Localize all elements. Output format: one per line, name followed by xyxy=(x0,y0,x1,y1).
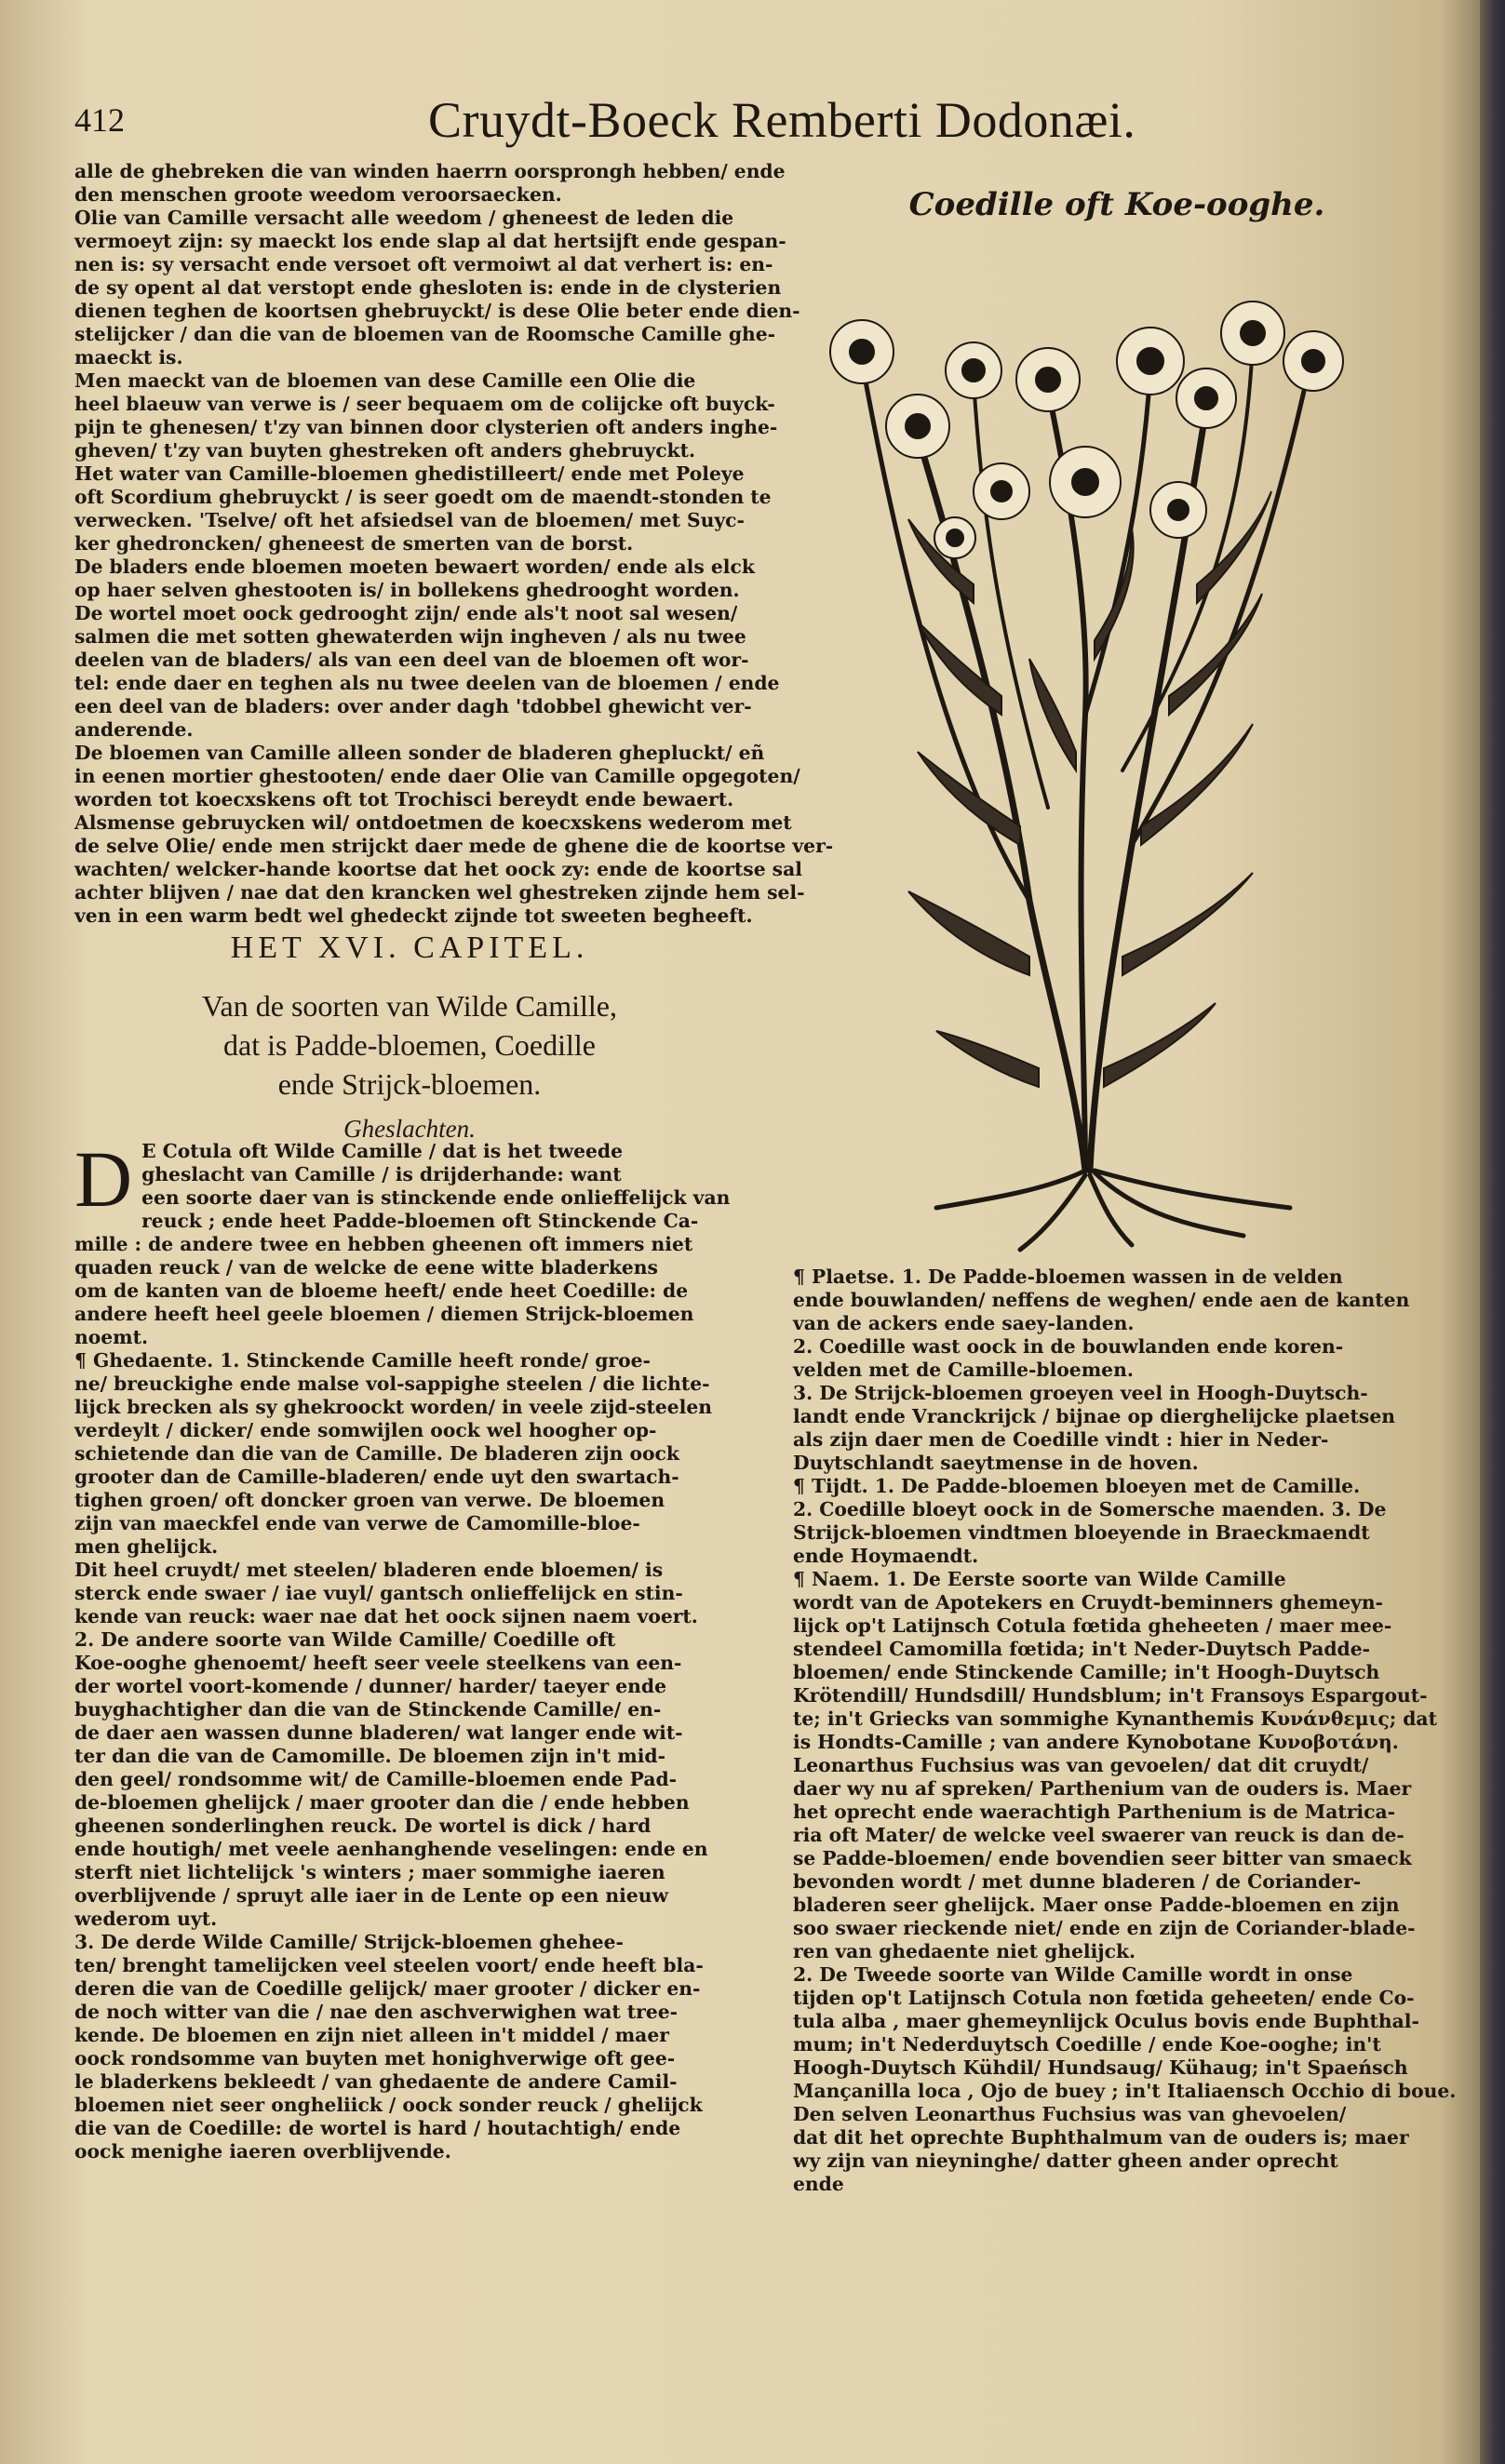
text-line: bladeren seer ghelijck. Maer onse Padde-bloemen en zijn xyxy=(793,1894,1400,1916)
chapter-subtitle xyxy=(74,986,745,1104)
text-line: als zijn daer men de Coedille vindt : hier in Neder- xyxy=(793,1428,1329,1451)
text-line: Koe-ooghe ghenoemt/ heeft seer veele steelkens van een- xyxy=(74,1652,682,1674)
text-line: daer wy nu af spreken/ Parthenium van de ouders is. Maer xyxy=(793,1777,1412,1800)
text-line: lijck op't Latijnsch Cotula fœtida gheheeten / maer mee- xyxy=(793,1614,1392,1637)
text-line: ¶ Plaetse. 1. De Padde-bloemen wassen in de velden xyxy=(793,1265,1343,1288)
drop-cap: D xyxy=(74,1134,133,1224)
text-line: Dit heel cruydt/ met steelen/ bladeren ende bloemen/ is xyxy=(74,1559,664,1581)
left-column-top-text xyxy=(74,160,834,928)
text-line: de-bloemen ghelijck / maer grooter dan die / ende hebben xyxy=(74,1791,690,1814)
text-line: alle de ghebreken die van winden haerrn oorsprongh hebben/ ende xyxy=(74,160,786,182)
text-line: den geel/ rondsomme wit/ de Camille-bloemen ende Pad- xyxy=(74,1768,678,1790)
chamomile-plant-woodcut xyxy=(806,249,1364,1254)
text-line: tighen groen/ oft doncker groen van verwe. De bloemen xyxy=(74,1489,665,1511)
text-line: se Padde-bloemen/ ende bovendien seer bitter van smaeck xyxy=(793,1847,1412,1869)
text-line: deren die van de Coedille gelijck/ maer grooter / dicker en- xyxy=(74,1977,701,2000)
text-line: 2. Coedille wast oock in de bouwlanden ende koren- xyxy=(793,1335,1344,1358)
text-line: Duytschlandt saeytmense in de hoven. xyxy=(793,1452,1199,1474)
text-line: wordt van de Apotekers en Cruydt-beminners ghemeyn- xyxy=(793,1591,1383,1614)
text-line: Hoogh-Duytsch Kühdil/ Hundsaug/ Kühaug; in't Spaeńsch xyxy=(793,2056,1408,2079)
text-line: maeckt is. xyxy=(74,346,183,368)
text-line: die van de Coedille: de wortel is hard / houtachtigh/ ende xyxy=(74,2117,681,2139)
text-line: mum; in't Nederduytsch Coedille / ende Koe-ooghe; in't xyxy=(793,2033,1381,2056)
text-line: ¶ Ghedaente. 1. Stinckende Camille heeft ronde/ groe- xyxy=(74,1349,651,1372)
text-line: gheven/ t'zy van buyten ghestreken oft anders ghebruyckt. xyxy=(74,439,696,462)
text-line: op haer selven ghestooten is/ in bollekens ghedrooght worden. xyxy=(74,579,740,601)
text-line: mille : de andere twee en hebben gheenen oft immers niet xyxy=(74,1233,693,1255)
text-line: tel: ende daer en teghen als nu twee deelen van de bloemen / ende xyxy=(74,672,780,694)
text-line: kende van reuck: waer nae dat het oock sijnen naem voert. xyxy=(74,1605,698,1627)
body-paragraphs xyxy=(74,1134,745,2163)
section-label-gheslachten: Gheslachten. xyxy=(343,1115,476,1143)
running-title: Cruydt-Boeck Remberti Dodonæi. xyxy=(428,92,1136,148)
text-line: ven in een warm bedt wel ghedeckt zijnde tot sweeten begheeft. xyxy=(74,904,753,927)
text-line: om de kanten van de bloeme heeft/ ende heet Coedille: de xyxy=(74,1279,689,1302)
text-line: 2. Coedille bloeyt oock in de Somersche maenden. 3. De xyxy=(793,1498,1387,1520)
text-line: men ghelijck. xyxy=(74,1535,219,1558)
text-line: grooter dan de Camille-bladeren/ ende uyt den swartach- xyxy=(74,1466,679,1488)
text-line: ne/ breuckighe ende malse vol-sappighe steelen / die lichte- xyxy=(74,1373,710,1395)
text-line: heel blaeuw van verwe is / seer bequaem om de colijcke oft buyck- xyxy=(74,393,775,415)
text-line: Mançanilla loca , Ojo de buey ; in't Italiaensch Occhio di boue. xyxy=(793,2080,1457,2102)
text-line: is Hondts-Camille ; van andere Kynobotane Κυνοβοτάνη. xyxy=(793,1731,1399,1753)
text-line: wy zijn van nieyninghe/ datter gheen ander oprecht xyxy=(793,2149,1338,2172)
text-line: quaden reuck / van de welcke de eene witte bladerkens xyxy=(74,1256,658,1279)
text-line: noemt. xyxy=(74,1326,149,1348)
right-column-body xyxy=(793,1265,1457,2196)
chapter-subtitle-line: ende Strijck-bloemen. xyxy=(277,1067,542,1101)
text-line: wachten/ welcker-hande koortse dat het oock zy: ende de koortse sal xyxy=(74,858,802,880)
running-head xyxy=(74,91,1452,166)
text-line: gheenen sonderlinghen reuck. De wortel is dick / hard xyxy=(74,1815,652,1837)
text-line: oock rondsomme van buyten met honighverwige oft gee- xyxy=(74,2047,676,2069)
text-line: zijn van maeckfel ende van verwe de Camomille-bloe- xyxy=(74,1512,640,1534)
text-line: stendeel Camomilla fœtida; in't Neder-Duytsch Padde- xyxy=(793,1638,1371,1660)
text-line: ten/ brenght tamelijcken veel steelen voort/ ende heeft bla- xyxy=(74,1954,704,1976)
text-line: buyghachtigher dan die van de Stinckende Camille/ en- xyxy=(74,1698,662,1721)
text-line: sterck ende swaer / iae vuyl/ gantsch onlieffelijck en stin- xyxy=(74,1582,683,1604)
text-line: dienen teghen de koortsen ghebruyckt/ is dese Olie beter ende dien- xyxy=(74,300,800,322)
text-line: Men maeckt van de bloemen van dese Camille een Olie die xyxy=(74,369,696,392)
text-line: de daer aen wassen dunne bladeren/ wat langer ende wit- xyxy=(74,1721,683,1744)
text-line: nen is: sy versacht ende versoet oft vermoiwt al dat verhert is: en- xyxy=(74,253,773,275)
text-line: Olie van Camille versacht alle weedom / gheneest de leden die xyxy=(74,207,734,229)
text-line: ende houtigh/ met veele aenhanghende veselingen: ende en xyxy=(74,1838,708,1860)
chapter-subtitle-line: Van de soorten van Wilde Camille, xyxy=(201,989,617,1023)
text-line: wederom uyt. xyxy=(74,1908,218,1930)
chapter-subtitle-line: dat is Padde-bloemen, Coedille xyxy=(223,1028,596,1062)
text-line: 3. De derde Wilde Camille/ Strijck-bloemen ghehee- xyxy=(74,1931,624,1953)
text-line: sterft niet lichtelijck 's winters ; maer sommighe iaeren xyxy=(74,1861,665,1883)
text-line: kende. De bloemen en zijn niet alleen in't middel / maer xyxy=(74,2024,669,2046)
text-line: 2. De Tweede soorte van Wilde Camille wordt in onse xyxy=(793,1963,1353,1986)
text-line: stelijcker / dan die van de bloemen van de Roomsche Camille ghe- xyxy=(74,323,776,345)
woodcut-illustration xyxy=(806,249,1364,1254)
text-line: ker ghedroncken/ gheneest de smerten van de borst. xyxy=(74,532,634,555)
text-line: schietende dan die van de Camille. De bladeren zijn oock xyxy=(74,1442,679,1465)
right-paragraphs xyxy=(793,1265,1457,2196)
text-line: het oprecht ende waerachtigh Parthenium is de Matrica- xyxy=(793,1801,1396,1823)
text-line: bloemen niet seer ongheliick / oock sonder reuck / ghelijck xyxy=(74,2094,703,2116)
text-line: Krötendill/ Hundsdill/ Hundsblum; in't Fransoys Espargout- xyxy=(793,1684,1428,1707)
text-line: E Cotula oft Wilde Camille / dat is het tweede xyxy=(141,1140,623,1162)
text-line: den menschen groote weedom veroorsaecken. xyxy=(74,183,562,206)
text-line: lijck brecken als sy ghekroockt worden/ in veele zijd-steelen xyxy=(74,1396,712,1418)
text-line: bloemen/ ende Stinckende Camille; in't Hoogh-Duytsch xyxy=(793,1661,1380,1683)
text-line: reuck ; ende heet Padde-bloemen oft Stinckende Ca- xyxy=(141,1210,699,1232)
left-column-body xyxy=(74,1134,745,2163)
text-line: van de ackers ende saey-landen. xyxy=(793,1312,1135,1334)
text-line: ende xyxy=(793,2173,844,2195)
text-line: De wortel moet oock gedrooght zijn/ ende als't noot sal wesen/ xyxy=(74,602,738,624)
text-line: Alsmense gebruycken wil/ ontdoetmen de koecxskens wederom met xyxy=(74,811,792,834)
text-line: de noch witter van die / nae den aschverwighen wat tree- xyxy=(74,2001,679,2023)
text-line: tula alba , maer ghemeynlijck Oculus bovis ende Buphthal- xyxy=(793,2010,1419,2032)
top-paragraphs xyxy=(74,160,834,928)
text-line: soo swaer rieckende niet/ ende en zijn de Coriander-blade- xyxy=(793,1917,1416,1939)
text-line: worden tot koecxskens oft tot Trochisci bereydt ende bewaert. xyxy=(74,788,734,810)
chapter-title: HET XVI. CAPITEL. xyxy=(230,931,589,965)
text-line: Den selven Leonarthus Fuchsius was van ghevoelen/ xyxy=(793,2103,1347,2125)
text-line: verdeylt / dicker/ ende somwijlen oock wel hoogher op- xyxy=(74,1419,657,1441)
text-line: ¶ Naem. 1. De Eerste soorte van Wilde Camille xyxy=(793,1568,1286,1590)
text-line: te; in't Griecks van sommighe Kynanthemis Κυνάνθεμις; dat xyxy=(793,1707,1437,1730)
text-line: 2. De andere soorte van Wilde Camille/ Coedille oft xyxy=(74,1628,616,1651)
text-line: bevonden wordt / met dunne bladeren / de Coriander- xyxy=(793,1870,1362,1893)
text-line: salmen die met sotten ghewaterden wijn ingheven / als nu twee xyxy=(74,625,746,648)
text-line: dat dit het oprechte Buphthalmum van de ouders is; maer xyxy=(793,2126,1409,2149)
text-line: in eenen mortier ghestooten/ ende daer Olie van Camille opgegoten/ xyxy=(74,765,800,787)
text-line: een soorte daer van is stinckende ende onlieffelijck van xyxy=(141,1186,731,1209)
text-line: oft Scordium ghebruyckt / is seer goedt om de maendt-stonden te xyxy=(74,486,772,508)
text-line: de selve Olie/ ende men strijckt daer mede de ghene die de koortse ver- xyxy=(74,835,834,857)
text-line: oock menighe iaeren overblijvende. xyxy=(74,2140,451,2163)
text-line: Leonarthus Fuchsius was van gevoelen/ dat dit cruydt/ xyxy=(793,1754,1369,1776)
text-line: ende bouwlanden/ neffens de weghen/ ende aen de kanten xyxy=(793,1289,1410,1311)
figure-caption: Coedille oft Koe-ooghe. xyxy=(908,186,1325,223)
text-line: anderende. xyxy=(74,718,194,741)
text-line: ¶ Tijdt. 1. De Padde-bloemen bloeyen met de Camille. xyxy=(793,1475,1361,1497)
text-line: der wortel voort-komende / dunner/ harder/ taeyer ende xyxy=(74,1675,667,1697)
text-line: landt ende Vranckrijck / bijnae op dierghelijcke plaetsen xyxy=(793,1405,1395,1427)
text-line: verwecken. 'Tselve/ oft het afsiedsel van de bloemen/ met Suyc- xyxy=(74,509,745,531)
text-line: gheslacht van Camille / is drijderhande: want xyxy=(141,1163,622,1185)
text-line: ria oft Mater/ de welcke veel swaerer van reuck is dan de- xyxy=(793,1824,1404,1846)
text-line: overblijvende / spruyt alle iaer in de Lente op een nieuw xyxy=(74,1884,668,1907)
text-line: tijden op't Latijnsch Cotula non fœtida geheeten/ ende Co- xyxy=(793,1987,1415,2009)
text-line: achter blijven / nae dat den krancken wel ghestreken zijnde hem sel- xyxy=(74,881,805,904)
text-line: vermoeyt zijn: sy maeckt los ende slap al dat hertsijft ende gespan- xyxy=(74,230,786,252)
text-line: le bladerkens bekleedt / van ghedaente de andere Camil- xyxy=(74,2070,678,2093)
text-line: ter dan die van de Camomille. De bloemen zijn in't mid- xyxy=(74,1745,665,1767)
text-line: pijn te ghenesen/ t'zy van binnen door clysterien oft anders inghe- xyxy=(74,416,778,438)
text-line: de sy opent al dat verstopt ende ghesloten is: ende in de clysterien xyxy=(74,276,782,299)
page-number: 412 xyxy=(74,101,125,139)
text-line: ende Hoymaendt. xyxy=(793,1545,979,1567)
text-line: deelen van de bladers/ als van een deel van de bloemen oft wor- xyxy=(74,649,749,671)
text-line: Strijck-bloemen vindtmen bloeyende in Braeckmaendt xyxy=(793,1521,1370,1544)
text-line: De bladers ende bloemen moeten bewaert worden/ ende als elck xyxy=(74,556,755,578)
text-line: andere heeft heel geele bloemen / diemen Strijck-bloemen xyxy=(74,1303,694,1325)
chapter-heading xyxy=(74,931,745,1144)
text-line: 3. De Strijck-bloemen groeyen veel in Hoogh-Duytsch- xyxy=(793,1382,1368,1404)
text-line: De bloemen van Camille alleen sonder de bladeren ghepluckt/ eñ xyxy=(74,742,765,764)
text-line: ren van ghedaente niet ghelijck. xyxy=(793,1940,1136,1962)
book-page-edge xyxy=(1480,0,1505,2464)
text-line: Het water van Camille-bloemen ghedistilleert/ ende met Poleye xyxy=(74,462,745,485)
text-line: een deel van de bladers: over ander dagh 'tdobbel ghewicht ver- xyxy=(74,695,752,717)
text-line: velden met de Camille-bloemen. xyxy=(793,1359,1134,1381)
